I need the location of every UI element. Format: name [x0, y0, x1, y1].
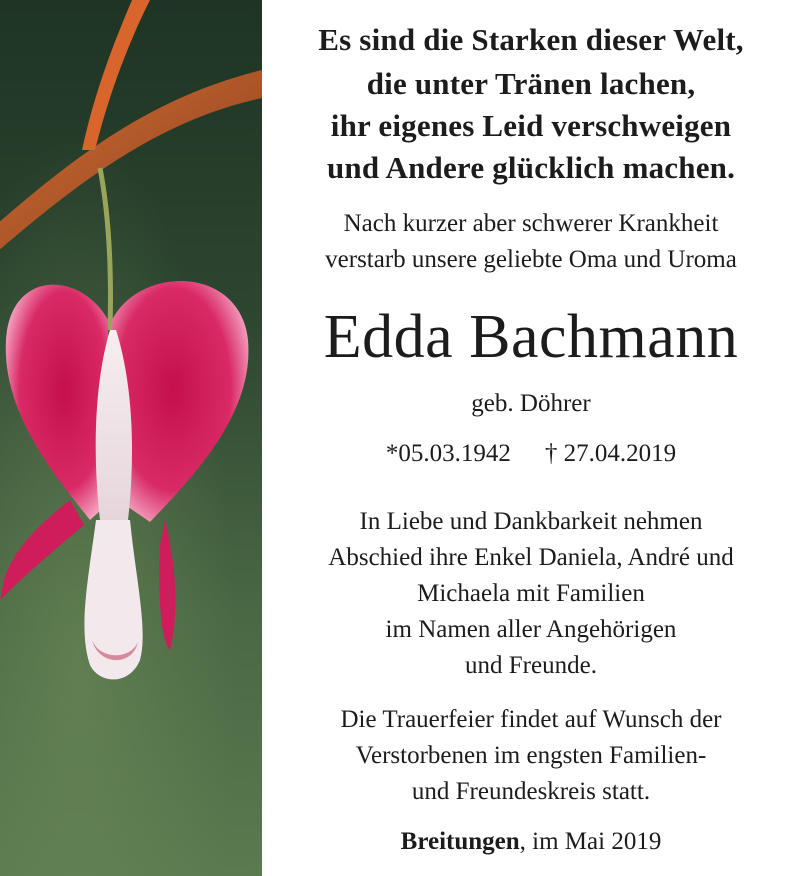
- obituary-text: [262, 0, 800, 876]
- place-name: Breitungen: [400, 828, 520, 855]
- maiden-name: geb. Döhrer: [471, 390, 591, 417]
- place-and-date: [262, 828, 800, 856]
- flower-illustration: [0, 0, 262, 876]
- mourners-line: Abschied ihre Enkel Daniela, André und: [328, 544, 734, 571]
- funeral-line: Die Trauerfeier findet auf Wunsch der: [340, 706, 722, 733]
- deceased-name: Edda Bachmann: [323, 303, 739, 371]
- death-cross-icon: †: [544, 440, 558, 467]
- mourners-line: und Freunde.: [465, 652, 597, 679]
- motto-line: Es sind die Starken dieser Welt,: [318, 22, 744, 57]
- birth-star-icon: *: [385, 440, 399, 467]
- intro-line: verstarb unsere geliebte Oma und Uroma: [325, 246, 737, 273]
- birth-date: 05.03.1942: [398, 440, 511, 467]
- mourners-line: In Liebe und Dankbarkeit nehmen: [359, 508, 703, 535]
- funeral-line: Verstorbenen im engsten Familien-: [355, 742, 707, 769]
- bleeding-heart-flower-photo: [0, 0, 262, 876]
- motto-line: ihr eigenes Leid verschweigen: [330, 108, 732, 143]
- life-dates: [262, 440, 800, 468]
- motto-line: und Andere glücklich machen.: [326, 150, 736, 185]
- mourners-line: Michaela mit Familien: [417, 580, 645, 607]
- funeral-line: und Freundeskreis statt.: [411, 778, 651, 805]
- motto-line: die unter Tränen lachen,: [366, 66, 696, 101]
- intro-line: Nach kurzer aber schwerer Krankheit: [343, 210, 719, 237]
- death-date: 27.04.2019: [563, 440, 677, 467]
- mourners-line: im Namen aller Angehörigen: [385, 616, 677, 643]
- closing-date: , im Mai 2019: [519, 828, 662, 855]
